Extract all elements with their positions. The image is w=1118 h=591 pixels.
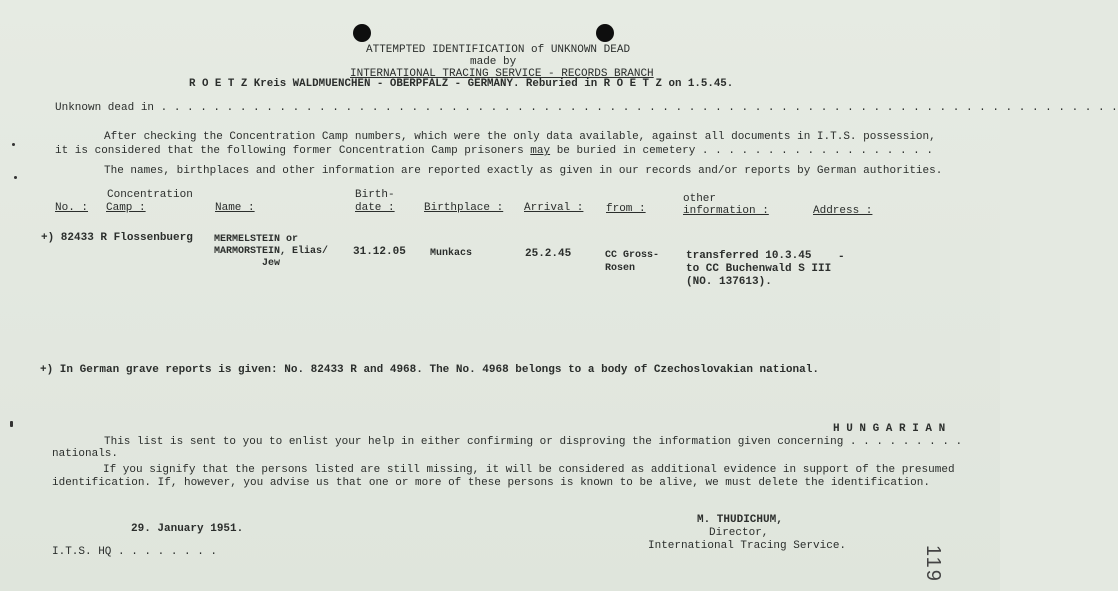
row-birthdate: 31.12.05 [353,246,406,258]
header-arrival: Arrival : [524,202,584,214]
header-camp-line1: Concentration [107,189,193,201]
header-address: Address : [813,205,873,217]
unknown-dead-line: Unknown dead in . . . . . . . . . . . . . . . . . . . . . . . . . . . . . . . . . . . . . . . . . . . . . . . . . . . . . . . . . . . . . . . . . . . . . . . . . [55,102,1118,114]
header-camp-line2: Camp : [106,202,146,214]
header-organization: INTERNATIONAL TRACING SERVICE - RECORDS BRANCH [350,68,654,80]
punch-hole-left [353,24,371,42]
row-number-camp: +) 82433 R Flossenbuerg [41,232,193,244]
header-from: from : [606,203,646,215]
header-name: Name : [215,202,255,214]
page-number-stamp: 119 [922,545,944,583]
signature-org: International Tracing Service. [648,540,847,552]
paragraph-enlist-line2: nationals. [52,448,119,460]
paragraph-enlist-line1: This list is sent to you to enlist your help in either confirming or disproving the information given concerning . . . . . . . . . [104,436,963,448]
header-birthplace: Birthplace : [424,202,504,214]
header-made-by: made by [470,56,517,68]
paragraph-records-note: The names, birthplaces and other information are reported exactly as given in our records and/or reports by German authorities. [104,165,943,177]
margin-mark [10,421,13,427]
row-birthplace: Munkacs [430,248,473,259]
header-birthdate-line1: Birth- [355,189,395,201]
row-name-line3: Jew [262,258,281,269]
margin-mark [12,143,15,146]
nationality: H U N G A R I A N [833,423,946,435]
punch-hole-right [596,24,614,42]
signature-name: M. THUDICHUM, [697,514,783,526]
row-arrival: 25.2.45 [525,248,572,260]
paragraph-check-line2: it is considered that the following former Concentration Camp prisoners may be buried in cemetery . . . . . . . . . . . . . . . . . . [55,145,933,157]
row-other-line2: to CC Buchenwald S III [686,263,832,275]
row-address: - [838,251,845,263]
document-date: 29. January 1951. [131,523,244,535]
paragraph-missing-line2: identification. If, however, you advise us that one or more of these persons is known to be alive, we must delete the identification. [52,477,930,489]
footnote: +) In German grave reports is given: No. 82433 R and 4968. The No. 4968 belongs to a body of Czechoslovakian national. [40,364,819,376]
row-from-line1: CC Gross- [605,250,660,261]
header-other-line1: other [683,193,717,205]
header-birthdate-line2: date : [355,202,395,214]
header-location: R O E T Z Kreis WALDMUENCHEN - OBERPFALZ - GERMANY. Reburied in R O E T Z on 1.5.45. [189,78,734,90]
row-name-line2: MARMORSTEIN, Elias/ [214,246,329,257]
row-other-line3: (NO. 137613). [686,276,772,288]
header-no: No. : [55,202,89,214]
its-hq-line: I.T.S. HQ . . . . . . . . [52,546,218,558]
row-other-line1: transferred 10.3.45 [686,250,812,262]
row-name-line1: MERMELSTEIN or [214,234,299,245]
margin-mark [14,176,17,179]
paragraph-check-line1: After checking the Concentration Camp numbers, which were the only data available, against all documents in I.T.S. possession, [104,131,936,143]
header-title: ATTEMPTED IDENTIFICATION of UNKNOWN DEAD [366,44,631,56]
paragraph-missing-line1: If you signify that the persons listed are still missing, it will be considered as additional evidence in support of the presumed [103,464,955,476]
header-other-line2: information : [683,205,769,217]
row-from-line2: Rosen [605,263,636,274]
signature-title: Director, [709,527,769,539]
